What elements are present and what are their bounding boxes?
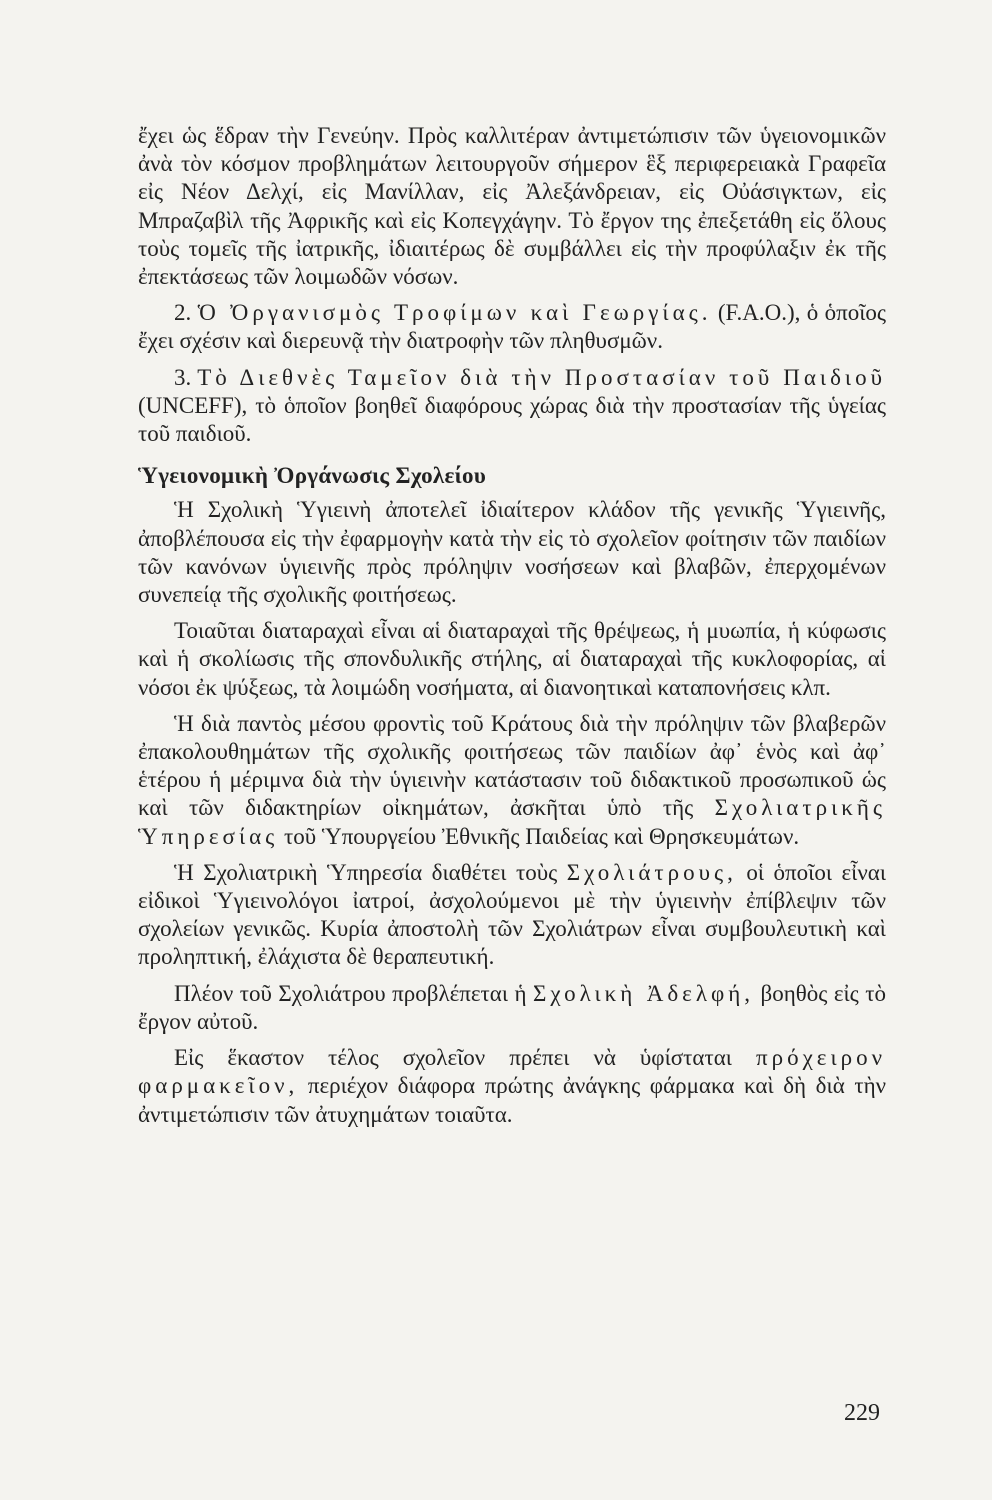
- list-item-2: [138, 299, 886, 355]
- paragraph-4: [138, 859, 886, 972]
- paragraph-1: Ἡ Σχολικὴ Ὑγιεινὴ ἀποτελεῖ ἰδιαίτερον κλάδον τῆς γενικῆς Ὑγιεινῆς, ἀποβλέπουσα εἰς τὴν ἐφαρμογὴν κατὰ τὴν εἰς τὸ σχολεῖον φοίτησιν τῶν παιδίων τῶν κανόνων ὑγιεινῆς πρὸς πρόληψιν νοσήσεων καὶ βλαβῶν, ἐπερχομένων συνεπείᾳ τῆς σχολικῆς φοιτήσεως.: [138, 497, 886, 608]
- paragraph-3-text-end: τοῦ Ὑπουργείου Ἐθνικῆς Παιδείας καὶ Θρησκευμάτων.: [284, 823, 800, 849]
- item-2-title: Ὁ Ὀργανισμὸς Τροφίμων καὶ Γεωργίας.: [197, 300, 712, 326]
- paragraph-6: [138, 1044, 886, 1129]
- emphasis-first-aid-kit: πρόχειρον φαρμακεῖον,: [138, 1045, 887, 1099]
- paragraph-5: [138, 980, 886, 1036]
- intro-paragraph: ἔχει ὡς ἕδραν τὴν Γενεύην. Πρὸς καλλιτέραν ἀντιμετώπισιν τῶν ὑγειονομικῶν ἀνὰ τὸν κόσμον προβλημάτων λειτουργοῦν σήμερον ἓξ περιφερειακὰ Γραφεῖα εἰς Νέον Δελχί, εἰς Μανίλλαν, εἰς Ἀλεξάνδρειαν, εἰς Οὐάσιγκτων, εἰς Μπραζαβὶλ τῆς Ἀφρικῆς καὶ εἰς Κοπεγχάγην. Τὸ ἔργον της ἐπεξετάθη εἰς ὅλους τοὺς τομεῖς τῆς ἰατρικῆς, ἰδιαιτέρως δὲ συμβάλλει εἰς τὴν προφύλαξιν ἐκ τῆς ἐπεκτάσεως τῶν λοιμωδῶν νόσων.: [138, 123, 886, 290]
- paragraph-3-text: Ἡ διὰ παντὸς μέσου φροντὶς τοῦ Κράτους διὰ τὴν πρόληψιν τῶν βλαβερῶν ἐπακολουθημάτων τῆς σχολικῆς φοιτήσεως τῶν παιδίων ἀφ᾽ ἑνὸς καὶ ἀφ᾽ ἑτέρου ἡ μέριμνα διὰ τὴν ὑγιεινὴν κατάστασιν τοῦ διδακτικοῦ προσωπικοῦ ὡς καὶ τῶν διδακτηρίων οἰκημάτων, ἀσκῆται ὑπὸ τῆς: [138, 710, 886, 821]
- paragraph-2: Τοιαῦται διαταραχαὶ εἶναι αἱ διαταραχαὶ τῆς θρέψεως, ἡ μυωπία, ἡ κύφωσις καὶ ἡ σκολίωσις τῆς σπονδυλικῆς στήλης, αἱ διαταραχαὶ τῆς κυκλοφορίας, αἱ νόσοι ἐκ ψύξεως, τὰ λοιμώδη νοσήματα, αἱ διανοητικαὶ καταπονήσεις κλπ.: [138, 618, 886, 700]
- paragraph-6-text-end: περιέχον διάφορα πρώτης ἀνάγκης φάρμακα καὶ δὴ διὰ τὴν ἀντιμετώπισιν τῶν ἀτυχημάτων τοιαῦτα.: [138, 1073, 886, 1127]
- item-3-text: (UNCEFF), τὸ ὁποῖον βοηθεῖ διαφόρους χώρας διὰ τὴν προστασίαν τῆς ὑγείας τοῦ παιδιοῦ.: [138, 392, 886, 447]
- paragraph-4-text: Ἡ Σχολιατρικὴ Ὑπηρεσία διαθέτει τοὺς: [174, 859, 558, 885]
- item-2-text: (F.A.O.), ὁ ὁποῖος ἔχει σχέσιν καὶ διερευνᾷ τὴν διατροφὴν τῶν πληθυσμῶν.: [138, 300, 887, 354]
- paragraph-4-text-end: οἱ ὁποῖοι εἶναι εἰδικοὶ Ὑγιεινολόγοι ἰατροί, ἀσχολούμενοι μὲ τὴν ὑγιεινὴν ἐπίβλεψιν τῶν σχολείων γενικῶς. Κυρία ἀποστολὴ τῶν Σχολιάτρων εἶναι συμβουλευτικὴ καὶ προληπτική, ἐλάχιστα δὲ θεραπευτική.: [138, 859, 887, 970]
- emphasis-school-doctors: Σχολιάτρους,: [566, 859, 737, 885]
- emphasis-school-medical-service: Σχολιατρικῆς Ὑπηρεσίας: [138, 795, 886, 849]
- paragraph-3: [138, 710, 886, 851]
- item-2-number: 2.: [174, 300, 192, 326]
- section-heading: Ὑγειονομικὴ Ὀργάνωσις Σχολείου: [138, 463, 487, 489]
- document-body: [138, 122, 886, 1129]
- item-3-title: Τὸ Διεθνὲς Ταμεῖον διὰ τὴν Προστασίαν τοῦ Παιδιοῦ: [197, 364, 887, 390]
- page-number: 229: [844, 1400, 880, 1426]
- list-item-3: [138, 364, 886, 449]
- paragraph-6-text: Εἰς ἕκαστον τέλος σχολεῖον πρέπει νὰ ὑφίσταται: [174, 1045, 732, 1071]
- item-3-number: 3.: [174, 364, 192, 390]
- paragraph-5-text-end: βοηθὸς εἰς τὸ ἔργον αὐτοῦ.: [138, 980, 886, 1034]
- emphasis-school-nurse: Σχολικὴ Ἀδελφή,: [532, 980, 755, 1006]
- paragraph-5-text: Πλέον τοῦ Σχολιάτρου προβλέπεται ἡ: [174, 980, 527, 1006]
